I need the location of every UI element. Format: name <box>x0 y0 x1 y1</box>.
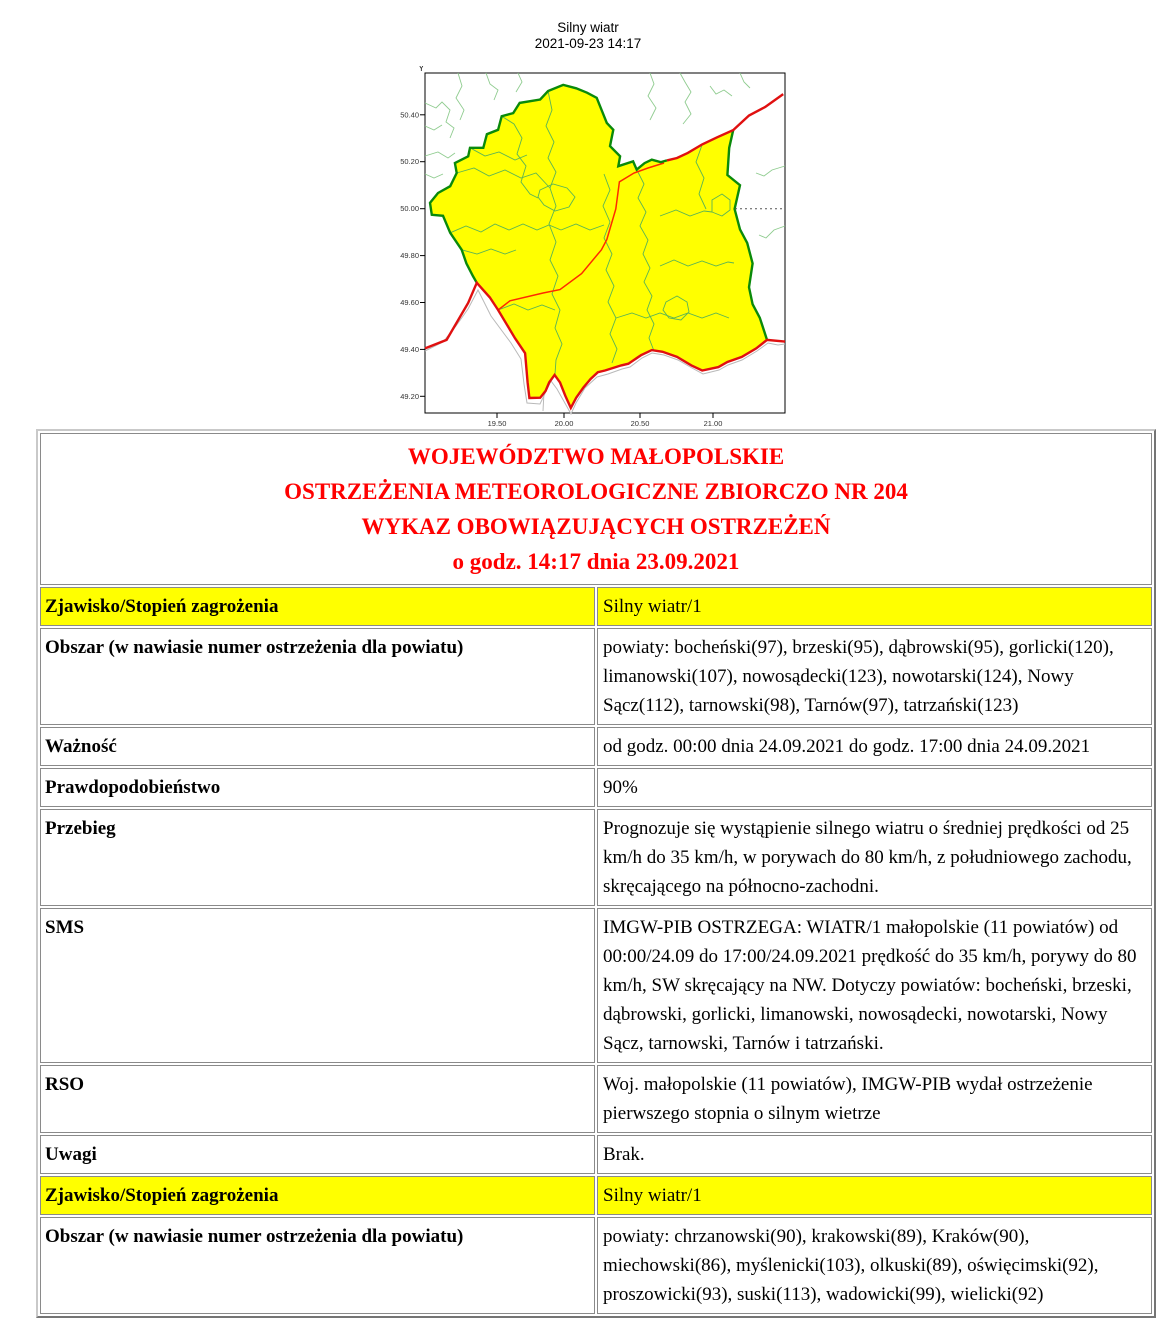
row-value: od godz. 00:00 dnia 24.09.2021 do godz. 17:00 dnia 24.09.2021 <box>597 727 1152 766</box>
svg-text:50.20: 50.20 <box>400 157 419 167</box>
header-list-title: WYKAZ OBOWIĄZUJĄCYCH OSTRZEŻEŃ <box>361 514 831 539</box>
svg-text:21.00: 21.00 <box>703 419 723 428</box>
table-row <box>40 908 1152 1063</box>
table-row <box>40 628 1152 725</box>
table-row <box>40 809 1152 906</box>
table-row <box>40 1065 1152 1133</box>
table-row <box>40 1176 1152 1215</box>
row-label: Uwagi <box>40 1135 595 1174</box>
row-value: powiaty: bocheński(97), brzeski(95), dąbrowski(95), gorlicki(120), limanowski(107), nowosądecki(123), nowotarski(124), Nowy Sącz(112), tarnowski(98), Tarnów(97), tatrzański(123) <box>597 628 1152 725</box>
svg-text:49.80: 49.80 <box>400 251 419 261</box>
table-row <box>40 1135 1152 1174</box>
table-row <box>40 1217 1152 1314</box>
map-title-datetime: 2021-09-23 14:17 <box>534 36 642 51</box>
svg-text:20.00: 20.00 <box>554 419 574 428</box>
row-label: Obszar (w nawiasie numer ostrzeżenia dla powiatu) <box>40 628 595 725</box>
row-value: Prognozuje się wystąpienie silnego wiatru o średniej prędkości od 25 km/h do 35 km/h, w porywach do 80 km/h, z południowego zachodu, skręcającego na północno-zachodni. <box>597 809 1152 906</box>
svg-text:50.40: 50.40 <box>400 110 419 120</box>
row-label: Prawdopodobieństwo <box>40 768 595 807</box>
row-label: Zjawisko/Stopień zagrożenia <box>40 587 595 626</box>
svg-text:50.00: 50.00 <box>400 204 419 214</box>
warnings-table <box>36 429 1156 1318</box>
row-value: Silny wiatr/1 <box>597 587 1152 626</box>
svg-text:49.40: 49.40 <box>400 344 419 354</box>
map-title-phenomenon: Silny wiatr <box>557 20 619 35</box>
header-voivodeship: WOJEWÓDZTWO MAŁOPOLSKIE <box>407 444 785 469</box>
y-axis-ticks <box>400 110 425 401</box>
table-row <box>40 587 1152 626</box>
row-value: IMGW-PIB OSTRZEGA: WIATR/1 małopolskie (11 powiatów) od 00:00/24.09 do 17:00/24.09.2021 prędkość do 35 km/h, porywy do 80 km/h, SW skręcający na NW. Dotyczy powiatów: bocheński, brzeski, dąbrowski, gorlicki, limanowski, nowosądecki, nowotarski, Nowy Sącz, tarnowski, Tarnów i tatrzański. <box>597 908 1152 1063</box>
row-label: Obszar (w nawiasie numer ostrzeżenia dla powiatu) <box>40 1217 595 1314</box>
row-label: Zjawisko/Stopień zagrożenia <box>40 1176 595 1215</box>
table-row <box>40 727 1152 766</box>
row-value: Silny wiatr/1 <box>597 1176 1152 1215</box>
row-label: SMS <box>40 908 595 1063</box>
svg-text:19.50: 19.50 <box>487 419 507 428</box>
row-label: Ważność <box>40 727 595 766</box>
svg-text:49.60: 49.60 <box>400 298 419 307</box>
table-header-row <box>40 433 1152 585</box>
svg-text:20.50: 20.50 <box>630 419 650 428</box>
svg-text:49.20: 49.20 <box>400 391 419 401</box>
table-header-cell <box>40 433 1152 585</box>
map-svg <box>398 66 794 428</box>
row-label: RSO <box>40 1065 595 1133</box>
header-bulletin-number: OSTRZEŻENIA METEOROLOGICZNE ZBIORCZO NR 204 <box>284 479 908 504</box>
row-value: powiaty: chrzanowski(90), krakowski(89), Kraków(90), miechowski(86), myślenicki(103), olkuski(89), oświęcimski(92), proszowicki(93), suski(113), wadowicki(99), wielicki(92) <box>597 1217 1152 1314</box>
map-title <box>0 20 1168 52</box>
row-value: 90% <box>597 768 1152 807</box>
row-value: Woj. małopolskie (11 powiatów), IMGW-PIB wydał ostrzeżenie pierwszego stopnia o silnym wietrze <box>597 1065 1152 1133</box>
table-row <box>40 768 1152 807</box>
y-axis-title: Y <box>418 66 424 73</box>
malopolskie-map <box>398 66 794 428</box>
x-axis-ticks <box>488 413 723 428</box>
row-label: Przebieg <box>40 809 595 906</box>
header-issue-time: o godz. 14:17 dnia 23.09.2021 <box>452 549 740 574</box>
row-value: Brak. <box>597 1135 1152 1174</box>
